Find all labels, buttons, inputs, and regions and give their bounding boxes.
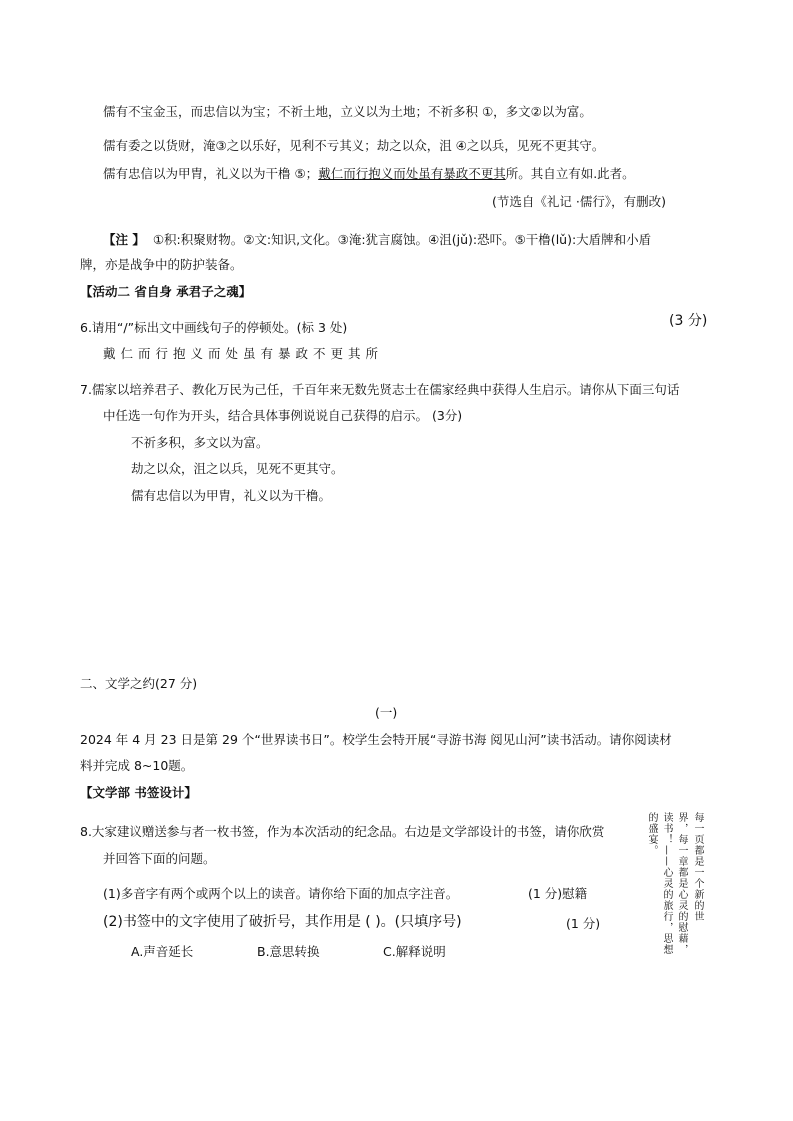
question-8-sub-2-score: (1 分) xyxy=(566,916,601,931)
notes-line-1 xyxy=(103,232,651,247)
passage-line-3 xyxy=(103,166,635,181)
question-8-line-1: 8.大家建议赠送参与者一枚书签，作为本次活动的纪念品。右边是文学部设计的书签，请你欣赏 xyxy=(80,824,605,839)
bookmark-column-2: 界，每一章都是心灵的慰藉， xyxy=(676,812,687,955)
passage-source: (节选自《礼记 ·儒行》，有删改) xyxy=(492,194,666,209)
option-b: B.意思转换 xyxy=(257,944,320,959)
question-8-sub-2: (2)书签中的文字使用了破折号，其作用是 ( )。(只填序号) xyxy=(103,914,462,930)
section-two-title: 二、文学之约(27 分) xyxy=(80,676,198,691)
question-8-sub-1: (1)多音字有两个或两个以上的读音。请你给下面的加点字注音。 xyxy=(103,886,459,901)
section-two-intro-2: 料并完成 8~10题。 xyxy=(80,758,194,773)
bookmark-column-3: 读书！——心灵的旅行，思想 xyxy=(661,812,672,955)
question-7-option-1: 不祈多积，多文以为富。 xyxy=(131,435,269,450)
question-6-score: (3 分) xyxy=(669,313,708,329)
passage-line-1: 儒有不宝金玉，而忠信以为宝；不祈土地，立义以为土地；不祈多积 ①，多文②以为富。 xyxy=(103,104,592,119)
question-6: 6.请用“/”标出文中画线句子的停顿处。(标 3 处) xyxy=(80,320,348,335)
section-two-subnumber: (一) xyxy=(375,705,398,720)
question-8-line-2: 并回答下面的问题。 xyxy=(103,851,216,866)
notes-line-2: 牌，亦是战争中的防护装备。 xyxy=(80,257,243,272)
question-8-sub-1-score: (1 分)慰籍 xyxy=(528,886,588,901)
underlined-sentence: 戴仁而行抱义而处虽有暴政不更其 xyxy=(318,166,506,181)
option-c: C.解释说明 xyxy=(383,944,446,959)
passage-line-3-end: 所。其自立有如.此者。 xyxy=(505,166,635,181)
question-7-line-1: 7.儒家以培养君子、教化万民为己任，千百年来无数先贤志士在儒家经典中获得人生启示。请你从下面三句话 xyxy=(80,382,680,397)
question-6-sentence: 戴仁而行抱义而处虽有暴政不更其所 xyxy=(103,346,384,361)
activity-two-heading: 【活动二 省自身 承君子之魂】 xyxy=(80,284,252,299)
notes-text-1: ①积:积聚财物。②文:知识,文化。③淹:犹言腐蚀。④沮(jǔ):恐吓。⑤干橹(lǔ):大盾牌和小盾 xyxy=(152,232,652,247)
passage-line-2: 儒有委之以货财，淹③之以乐好，见利不亏其义；劫之以众，沮 ④之以兵，见死不更其守。 xyxy=(103,138,605,153)
notes-label: 【注 】 xyxy=(103,232,145,247)
question-7-line-2: 中任选一句作为开头，结合具体事例说说自己获得的启示。 (3分) xyxy=(103,408,463,423)
bookmark-column-4: 的盛宴。 xyxy=(646,812,657,856)
section-two-intro-1: 2024 年 4 月 23 日是第 29 个“世界读书日”。校学生会特开展“寻游书海 阅见山河”读书活动。请你阅读材 xyxy=(80,732,672,747)
question-7-option-3: 儒有忠信以为甲胄，礼义以为干橹。 xyxy=(131,488,332,503)
option-a: A.声音延长 xyxy=(131,944,194,959)
passage-line-3-start: 儒有忠信以为甲胄，礼义以为干橹 ⑤； xyxy=(103,166,319,181)
question-7-option-2: 劫之以众，沮之以兵，见死不更其守。 xyxy=(131,461,344,476)
literature-dept-heading: 【文学部 书签设计】 xyxy=(80,785,197,800)
bookmark-column-1: 每一页都是一个新的世 xyxy=(692,812,703,922)
